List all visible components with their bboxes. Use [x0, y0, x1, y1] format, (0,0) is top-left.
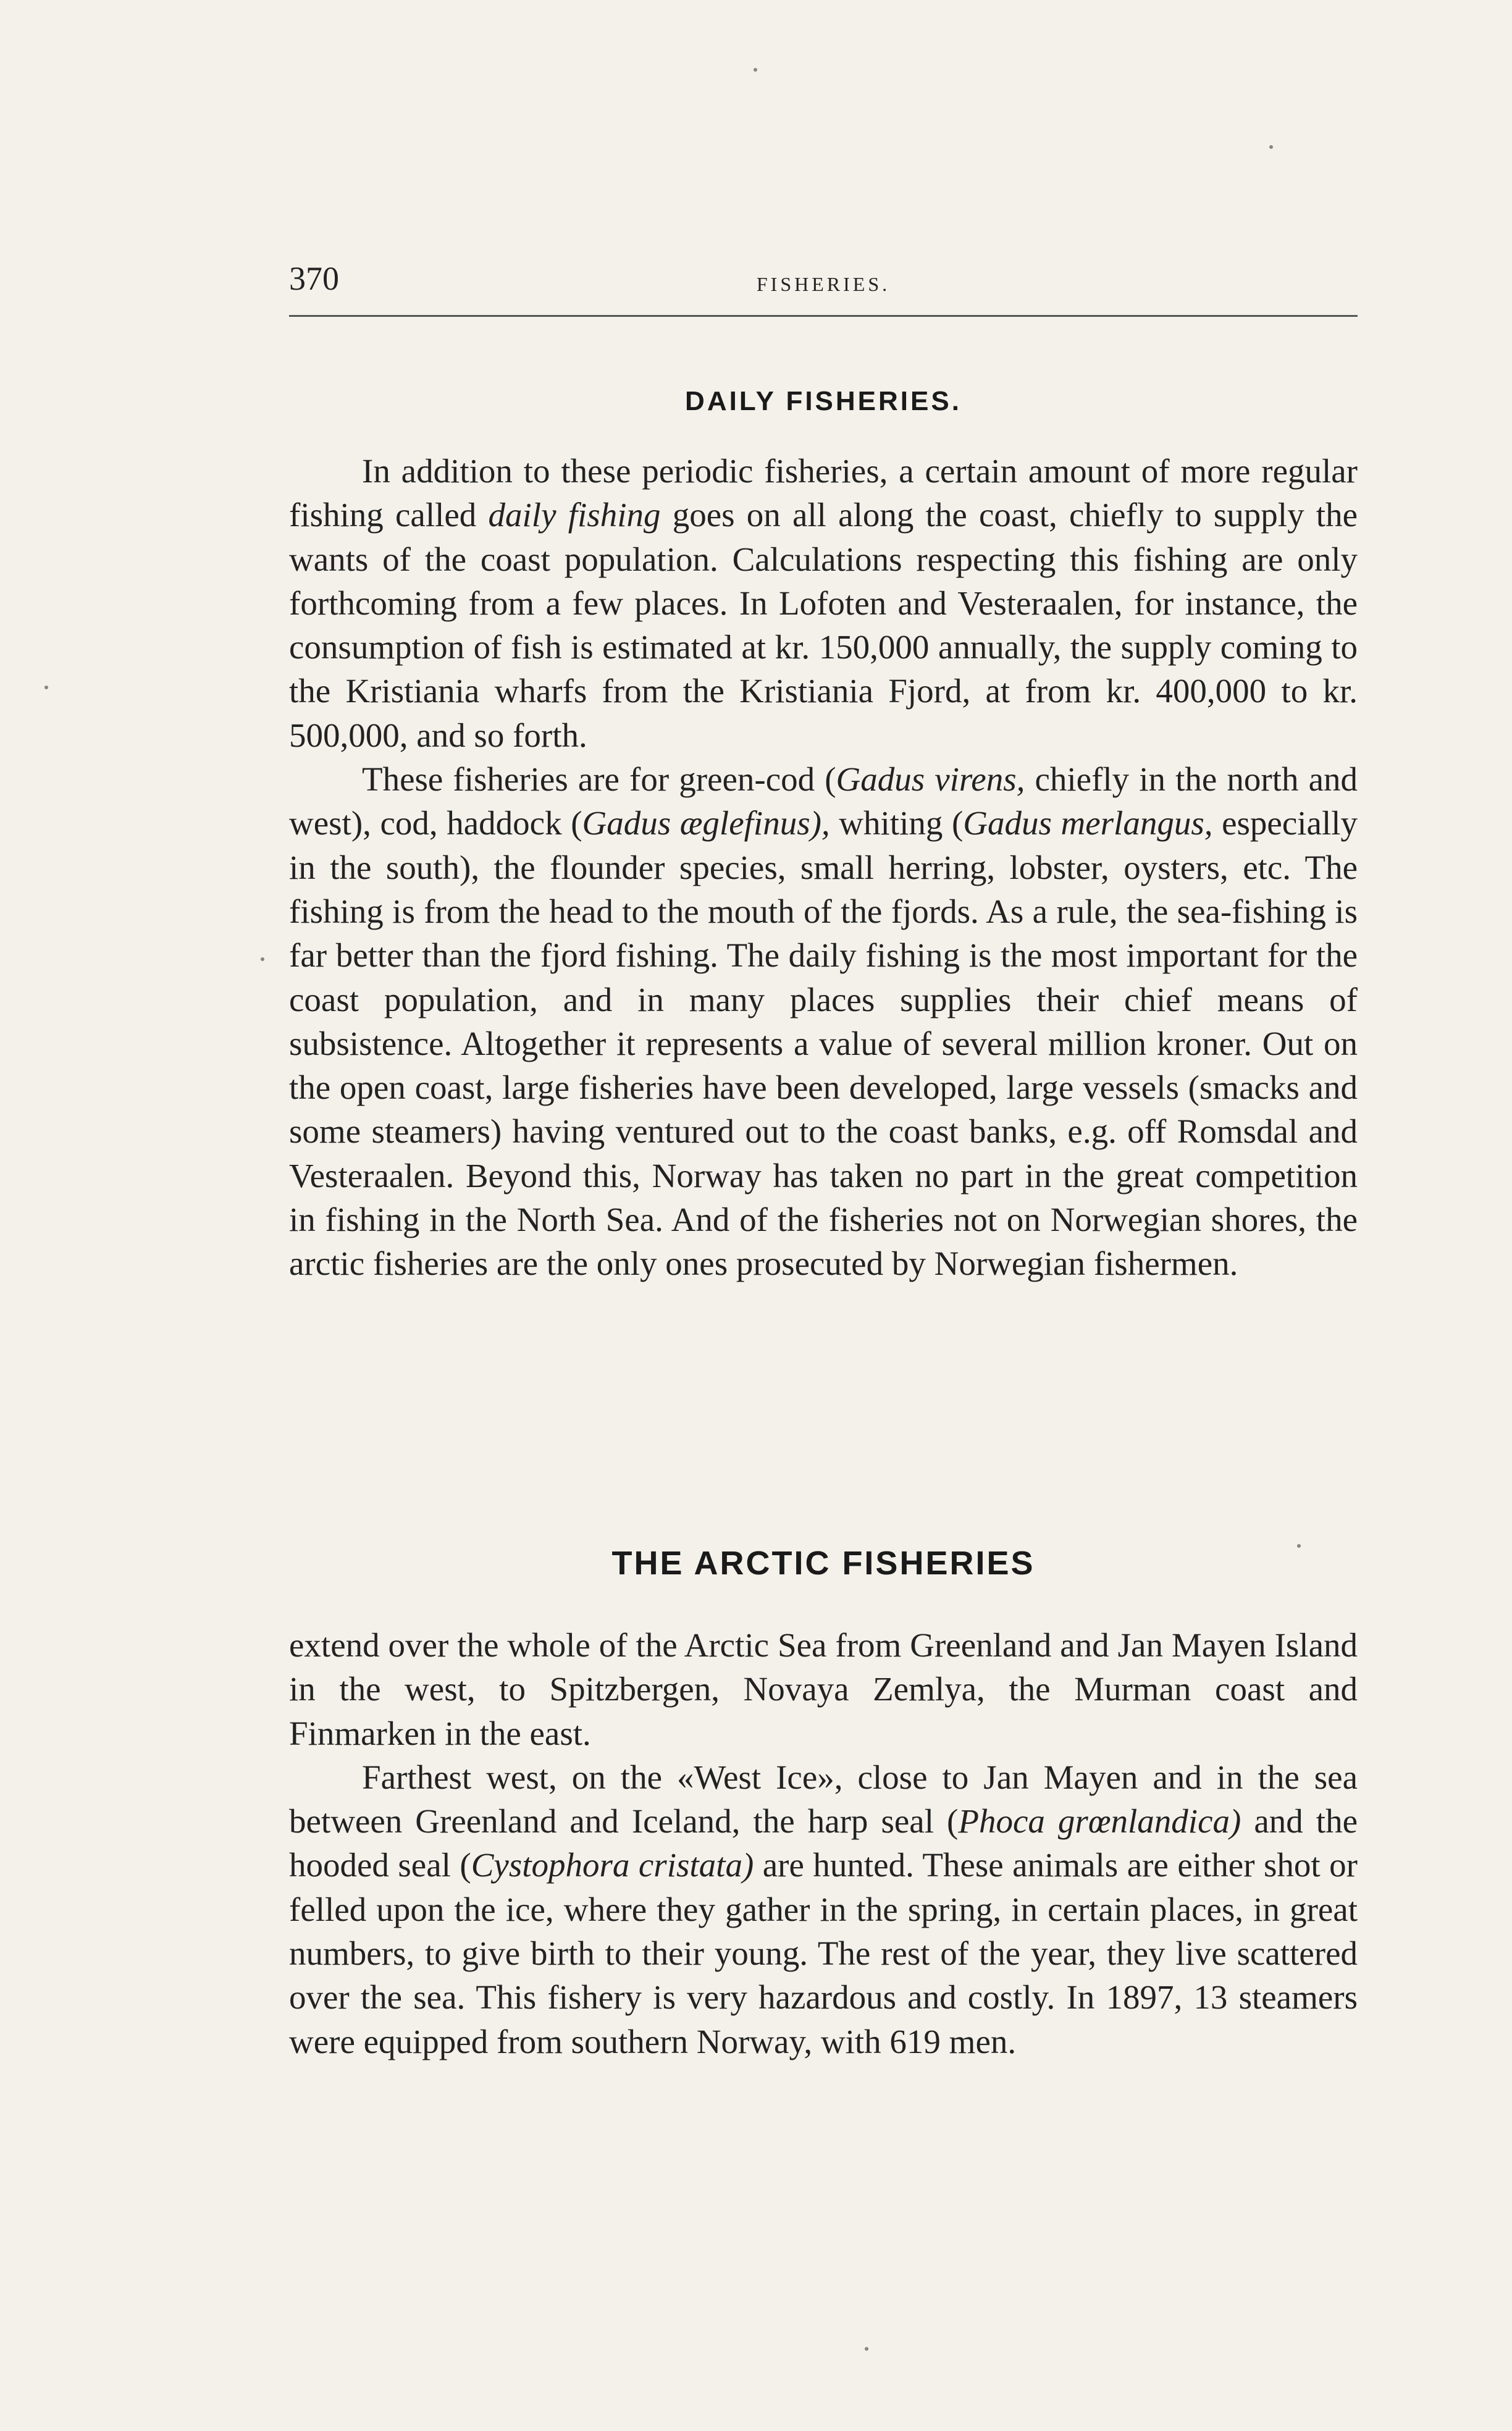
scan-speck: [1297, 1544, 1301, 1548]
scan-speck: [754, 68, 757, 72]
running-head: [289, 259, 1358, 317]
italic-species-name: Phoca grœnlandica): [958, 1802, 1241, 1841]
italic-species-name: Gadus æglefinus),: [582, 804, 830, 842]
text-run: Farthest west, on the «West Ice», close to Jan Mayen and in the sea between Greenland and Iceland, the harp seal (: [289, 1758, 1358, 1841]
text-run: These fisheries are for green-cod (: [362, 760, 836, 799]
text-run: In addition to these periodic fisheries, a certain amount of more regular fishing called: [289, 452, 1358, 534]
text-run: goes on all along the coast, chiefly to supply the wants of the coast population. Calculations respecting this fishing are only forthcoming from a few places. In Lofoten and Vesteraalen, for instance, the consumption of fish is estimated at kr. 150,000 annually, the supply coming to the Kristiania wharfs from the Kristiania Fjord, at from kr. 400,000 to kr. 500,000, and so forth.: [289, 496, 1358, 754]
paragraph: [289, 449, 1358, 757]
italic-species-name: Cystophora cristata): [471, 1846, 754, 1884]
scan-speck: [865, 2347, 868, 2351]
text-run: are hunted. These animals are either shot or felled upon the ice, where they gather in the spring, in certain places, in great numbers, to give birth to their young. The rest of the year, they live scattered over the sea. This fishery is very hazardous and costly. In 1897, 13 steamers were equipped from southern Norway, with 619 men.: [289, 1846, 1358, 2060]
italic-term: daily fishing: [488, 496, 661, 534]
text-run: chiefly in the north and west), cod, haddock (: [289, 760, 1358, 842]
arctic-fisheries-text: [289, 1623, 1358, 2064]
scan-speck: [44, 686, 48, 689]
daily-fisheries-text: [289, 449, 1358, 1286]
paragraph: [289, 1755, 1358, 2064]
text-run: especially in the south), the flounder species, small herring, lobster, oysters, etc. The fishing is from the head to the mouth of the fjords. As a rule, the sea-fishing is far better than the fjord fishing. The daily fishing is the most important for the coast population, and in many places supplies their chief means of subsistence. Altogether it represents a value of several million kroner. Out on the open coast, large fisheries have been developed, large vessels (smacks and some steamers) having ventured out to the coast banks, e.g. off Romsdal and Vesteraalen. Beyond this, Norway has taken no part in the great competition in fishing in the North Sea. And of the fisheries not on Norwegian shores, the arctic fisheries are the only ones prosecuted by Norwegian fishermen.: [289, 804, 1358, 1283]
section-heading-arctic-fisheries: THE ARCTIC FISHERIES: [611, 1545, 1035, 1582]
section-heading-daily-fisheries: DAILY FISHERIES.: [685, 386, 962, 416]
text-run: and the hooded seal (: [289, 1802, 1358, 1884]
italic-species-name: Gadus merlangus,: [963, 804, 1213, 842]
text-run: whiting (: [830, 804, 964, 842]
scan-speck: [1269, 145, 1273, 149]
scan-speck: [261, 957, 264, 961]
italic-species-name: Gadus virens,: [836, 760, 1025, 799]
paragraph: extend over the whole of the Arctic Sea from Greenland and Jan Mayen Island in the west, to Spitzbergen, Novaya Zemlya, the Murman coast and Finmarken in the east.: [289, 1626, 1358, 1752]
running-title: FISHERIES.: [756, 273, 891, 295]
page-number: 370: [289, 260, 339, 297]
paragraph: [289, 757, 1358, 1286]
